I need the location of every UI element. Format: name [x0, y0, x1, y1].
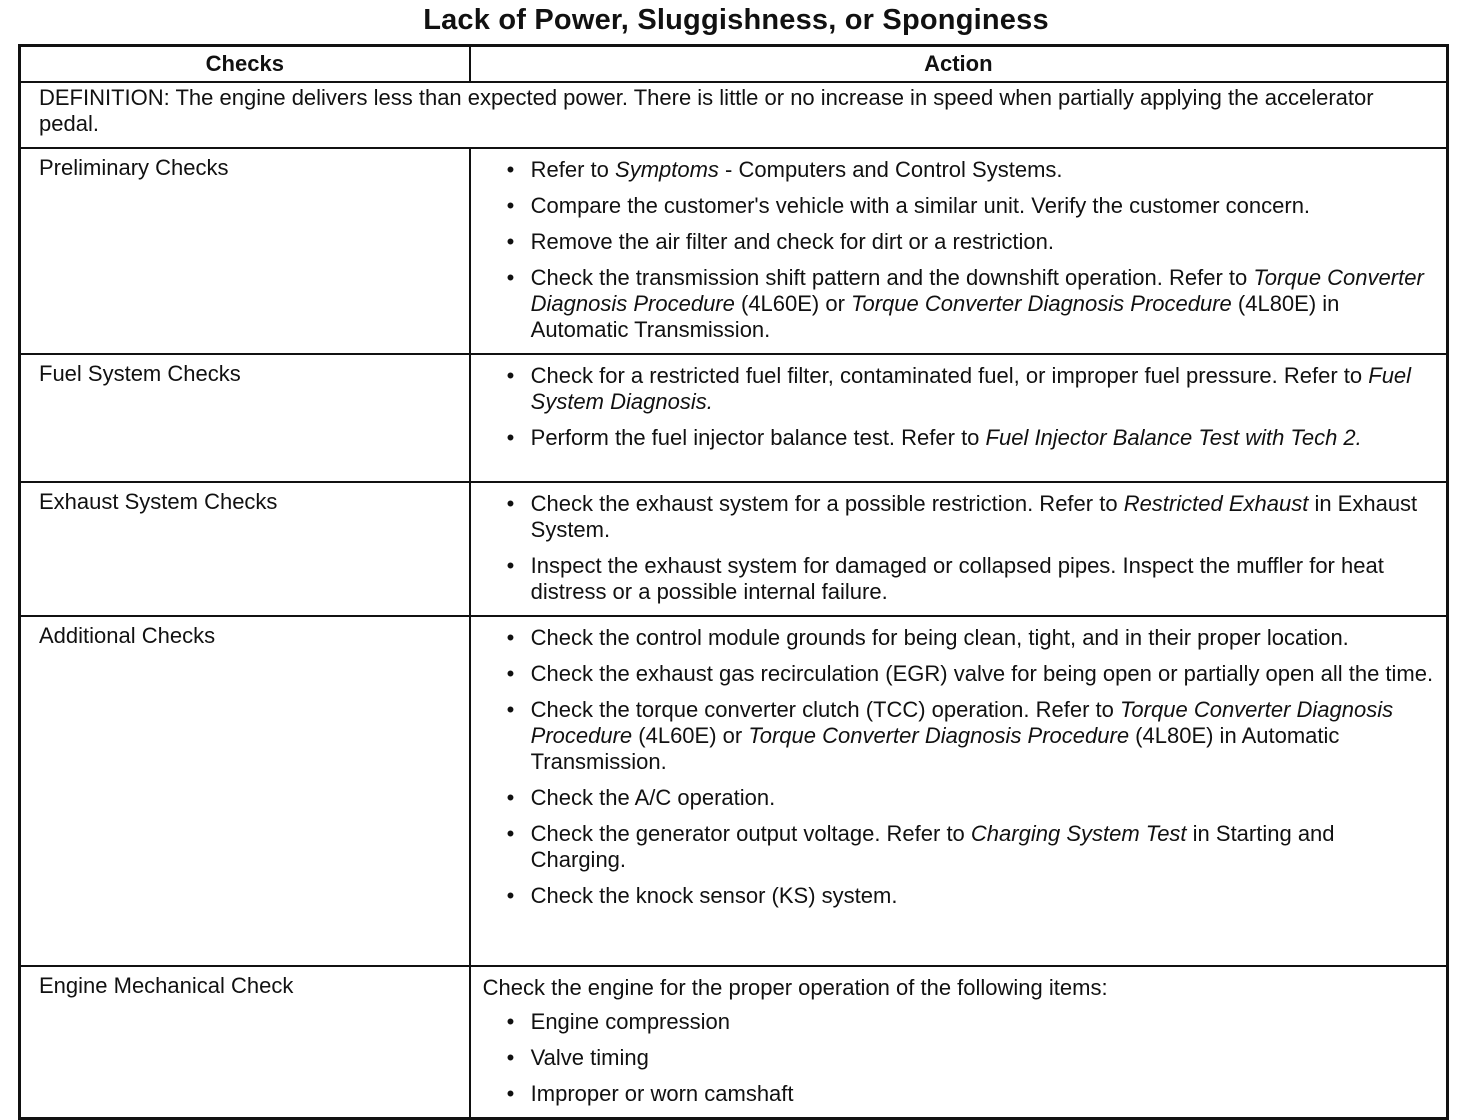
action-text: Check the torque converter clutch (TCC) operation. Refer to: [530, 697, 1121, 722]
action-text: Improper or worn camshaft: [530, 1081, 794, 1106]
action-lead-text: Check the engine for the proper operation of the following items:: [482, 975, 1108, 1000]
action-item: [471, 879, 1436, 915]
action-text: Check the generator output voltage. Refer to: [530, 821, 971, 846]
action-item: [471, 225, 1436, 261]
action-item: [471, 359, 1436, 421]
table-row: [20, 354, 1448, 482]
page-title: Lack of Power, Sluggishness, or Sponginess: [423, 4, 1049, 36]
table-row: [20, 482, 1448, 616]
action-text: (4L60E) or: [734, 291, 852, 316]
action-text: - Computers and Control Systems.: [718, 157, 1063, 182]
bullet-icon: •: [506, 1081, 515, 1106]
reference-link-text: Torque Converter Diagnosis Procedure: [530, 697, 1394, 748]
action-item: [471, 189, 1436, 225]
bullet-icon: •: [506, 363, 515, 388]
action-text: Compare the customer's vehicle with a similar unit. Verify the customer concern.: [530, 193, 1311, 218]
diagnosis-table: [18, 44, 1449, 1120]
definition-text: DEFINITION: The engine delivers less than expected power. There is little or no increase in speed when partially applying the accelerator pedal.: [20, 82, 1448, 148]
check-label: Exhaust System Checks: [20, 482, 470, 616]
table-header-row: [20, 46, 1448, 83]
bullet-icon: •: [506, 883, 515, 908]
reference-link-text: Fuel System Diagnosis.: [530, 363, 1412, 414]
action-item: [471, 153, 1436, 189]
bullet-icon: •: [506, 661, 515, 686]
action-cell: [470, 354, 1448, 482]
reference-link-text: Torque Converter Diagnosis Procedure: [530, 265, 1424, 316]
bullet-icon: •: [506, 553, 515, 578]
action-text: Engine compression: [530, 1009, 730, 1034]
action-column-header: Action: [470, 46, 1448, 83]
bullet-icon: •: [506, 193, 515, 218]
reference-link-text: Restricted Exhaust: [1123, 491, 1309, 516]
action-cell: [470, 482, 1448, 616]
bullet-icon: •: [506, 157, 515, 182]
bullet-icon: •: [506, 821, 515, 846]
action-item: [471, 549, 1436, 611]
action-text: in Starting and Charging.: [530, 821, 1335, 872]
bullet-icon: •: [506, 697, 515, 722]
action-text: Check the knock sensor (KS) system.: [530, 883, 898, 908]
action-item: [471, 781, 1436, 817]
action-text: Check the control module grounds for being clean, tight, and in their proper location.: [530, 625, 1349, 650]
bullet-icon: •: [506, 425, 515, 450]
bullet-icon: •: [506, 625, 515, 650]
bullet-icon: •: [506, 265, 515, 290]
action-text: (4L60E) or: [632, 723, 749, 748]
reference-link-text: Symptoms: [615, 157, 719, 182]
reference-link-text: Charging System Test: [970, 821, 1187, 846]
table-row: [20, 148, 1448, 354]
action-item: [471, 261, 1436, 349]
action-cell: [470, 616, 1448, 966]
action-text: Check for a restricted fuel filter, contaminated fuel, or improper fuel pressure. Refer to: [530, 363, 1369, 388]
reference-link-text: Fuel Injector Balance Test with Tech 2.: [985, 425, 1362, 450]
action-cell: [470, 966, 1448, 1119]
action-text: (4L80E) in Automatic Transmission.: [530, 723, 1340, 774]
check-label: Preliminary Checks: [20, 148, 470, 354]
action-text: Valve timing: [530, 1045, 649, 1070]
checks-column-header: Checks: [20, 46, 470, 83]
action-item: [471, 1005, 1436, 1041]
action-text: Perform the fuel injector balance test. Refer to: [530, 425, 986, 450]
action-item: [471, 1041, 1436, 1077]
action-item: [471, 1077, 1436, 1113]
reference-link-text: Torque Converter Diagnosis Procedure: [748, 723, 1130, 748]
reference-link-text: Torque Converter Diagnosis Procedure: [851, 291, 1232, 316]
action-text: Refer to: [530, 157, 616, 182]
action-text: Inspect the exhaust system for damaged or collapsed pipes. Inspect the muffler for heat distress or a possible internal failure.: [530, 553, 1384, 604]
bullet-icon: •: [506, 229, 515, 254]
table-row: [20, 616, 1448, 966]
action-text: (4L80E) in Automatic Transmission.: [530, 291, 1340, 342]
bullet-icon: •: [506, 785, 515, 810]
action-text: Check the exhaust gas recirculation (EGR) valve for being open or partially open all the time.: [530, 661, 1434, 686]
action-item: [471, 693, 1436, 781]
definition-row: [20, 82, 1448, 148]
check-label: Fuel System Checks: [20, 354, 470, 482]
action-text: in Exhaust System.: [530, 491, 1418, 542]
action-item: [471, 657, 1436, 693]
action-item: [471, 421, 1436, 457]
action-text: Check the exhaust system for a possible restriction. Refer to: [530, 491, 1124, 516]
bullet-icon: •: [506, 491, 515, 516]
action-item: [471, 621, 1436, 657]
action-item: [471, 487, 1436, 549]
table-row: [20, 966, 1448, 1119]
check-label: Engine Mechanical Check: [20, 966, 470, 1119]
bullet-icon: •: [506, 1009, 515, 1034]
bullet-icon: •: [506, 1045, 515, 1070]
action-item: [471, 817, 1436, 879]
action-text: Remove the air filter and check for dirt or a restriction.: [530, 229, 1054, 254]
action-cell: [470, 148, 1448, 354]
action-text: Check the transmission shift pattern and the downshift operation. Refer to: [530, 265, 1254, 290]
check-label: Additional Checks: [20, 616, 470, 966]
action-text: Check the A/C operation.: [530, 785, 776, 810]
